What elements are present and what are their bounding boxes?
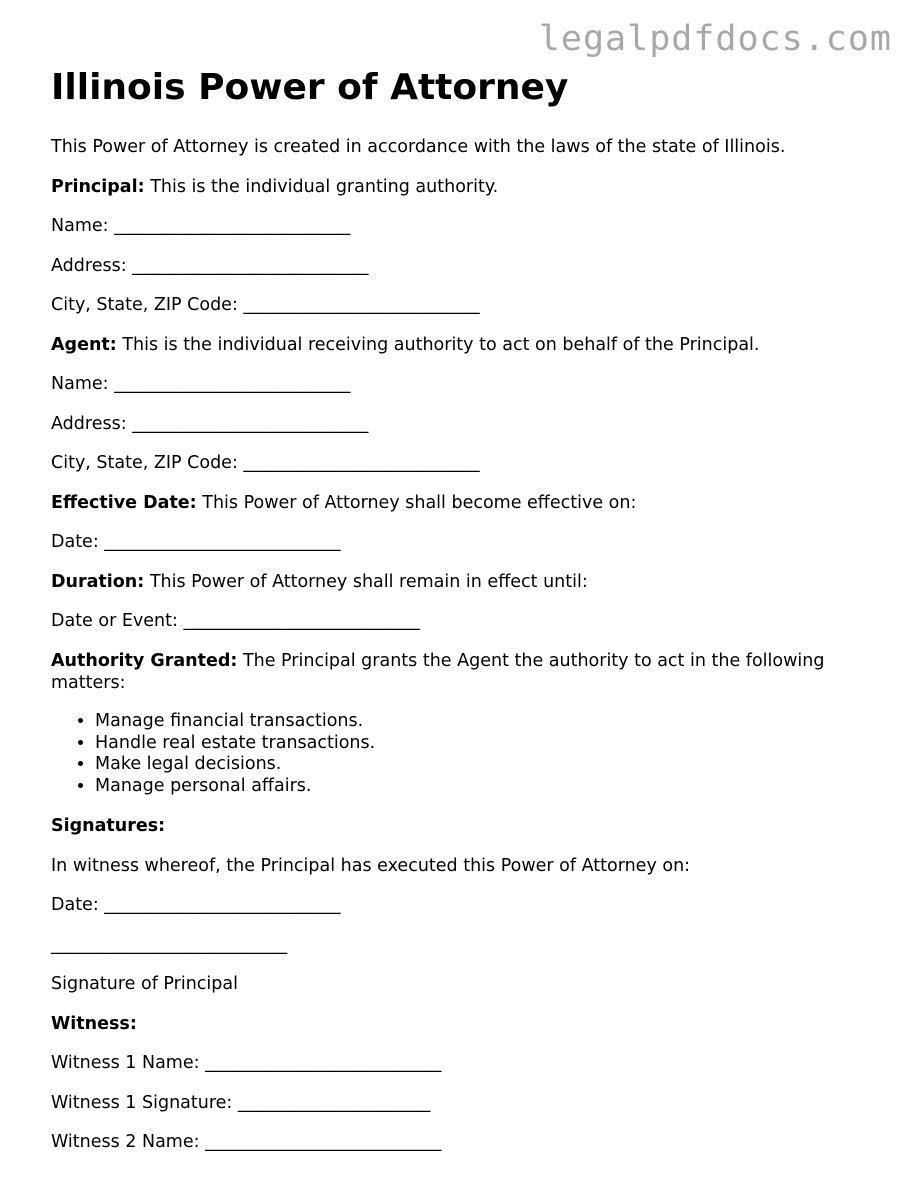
agent-address-field[interactable]: Address: ___________________________ [51,413,369,434]
principal-name-field[interactable]: Name: ___________________________ [51,216,351,236]
blank-line: ___________________________ [114,374,351,394]
blank-line: ___________________________ [132,255,369,276]
agent-desc: This is the individual receiving authority to act on behalf of the Principal. [116,334,760,355]
authority-list [51,711,871,797]
blank-line: ___________________________ [104,895,341,915]
blank-line: ___________________________ [243,295,480,315]
signatures-date-field[interactable]: Date: ___________________________ [51,895,341,915]
authority-section [51,650,871,694]
principal-city-field[interactable]: City, State, ZIP Code: ___________________________ [51,295,480,315]
blank-line: ___________________________ [243,453,480,473]
list-item: • Manage personal affairs. [95,776,871,798]
duration-desc: This Power of Attorney shall remain in effect until: [144,571,588,592]
witness-section [51,1013,871,1035]
blank-line: ___________________________ [205,1132,442,1152]
agent-name-field[interactable]: Name: ___________________________ [51,374,351,394]
effective-heading: Effective Date: [51,492,197,513]
list-item: • Make legal decisions. [95,754,871,776]
effective-date-field[interactable]: Date: ___________________________ [51,532,341,552]
agent-heading: Agent: [51,334,117,355]
blank-line: ___________________________ [104,532,341,552]
blank-line: ___________________________ [132,413,369,434]
watermark: legalpdfdocs.com [538,19,892,59]
principal-signature-line[interactable]: ___________________________ [51,934,288,955]
agent-city-field[interactable]: City, State, ZIP Code: ___________________________ [51,453,480,473]
authority-heading: Authority Granted: [51,650,238,671]
principal-address-field[interactable]: Address: ___________________________ [51,255,369,276]
page-title: Illinois Power of Attorney [51,67,569,108]
witness2-name-field[interactable]: Witness 2 Name: ___________________________ [51,1132,442,1152]
witness1-signature-field[interactable]: Witness 1 Signature: ______________________ [51,1092,431,1113]
duration-heading: Duration: [51,571,145,592]
effective-desc: This Power of Attorney shall become effective on: [196,492,637,513]
intro-text: This Power of Attorney is created in accordance with the laws of the state of Illinois. [51,137,786,157]
agent-section [51,334,871,356]
signatures-section [51,815,871,837]
blank-line: ___________________________ [114,216,351,236]
principal-desc: This is the individual granting authority. [144,176,499,197]
blank-line: ______________________ [237,1092,431,1113]
principal-heading: Principal: [51,176,145,197]
witness1-name-field[interactable]: Witness 1 Name: ___________________________ [51,1053,442,1073]
signatures-witness-text: In witness whereof, the Principal has executed this Power of Attorney on: [51,855,691,876]
signatures-heading: Signatures: [51,816,166,836]
authority-desc: The Principal grants the Agent the authority to act in the following matters: [51,650,825,693]
document [51,66,871,1171]
blank-line: ___________________________ [205,1053,442,1073]
duration-section [51,571,871,593]
principal-section [51,176,871,198]
effective-section [51,492,871,514]
signature-caption: Signature of Principal [51,974,238,994]
list-item: • Handle real estate transactions. [95,733,871,755]
duration-date-field[interactable]: Date or Event: ___________________________ [51,611,420,631]
witness-heading: Witness: [51,1013,137,1034]
list-item: • Manage financial transactions. [95,711,871,733]
blank-line: ___________________________ [183,611,420,631]
